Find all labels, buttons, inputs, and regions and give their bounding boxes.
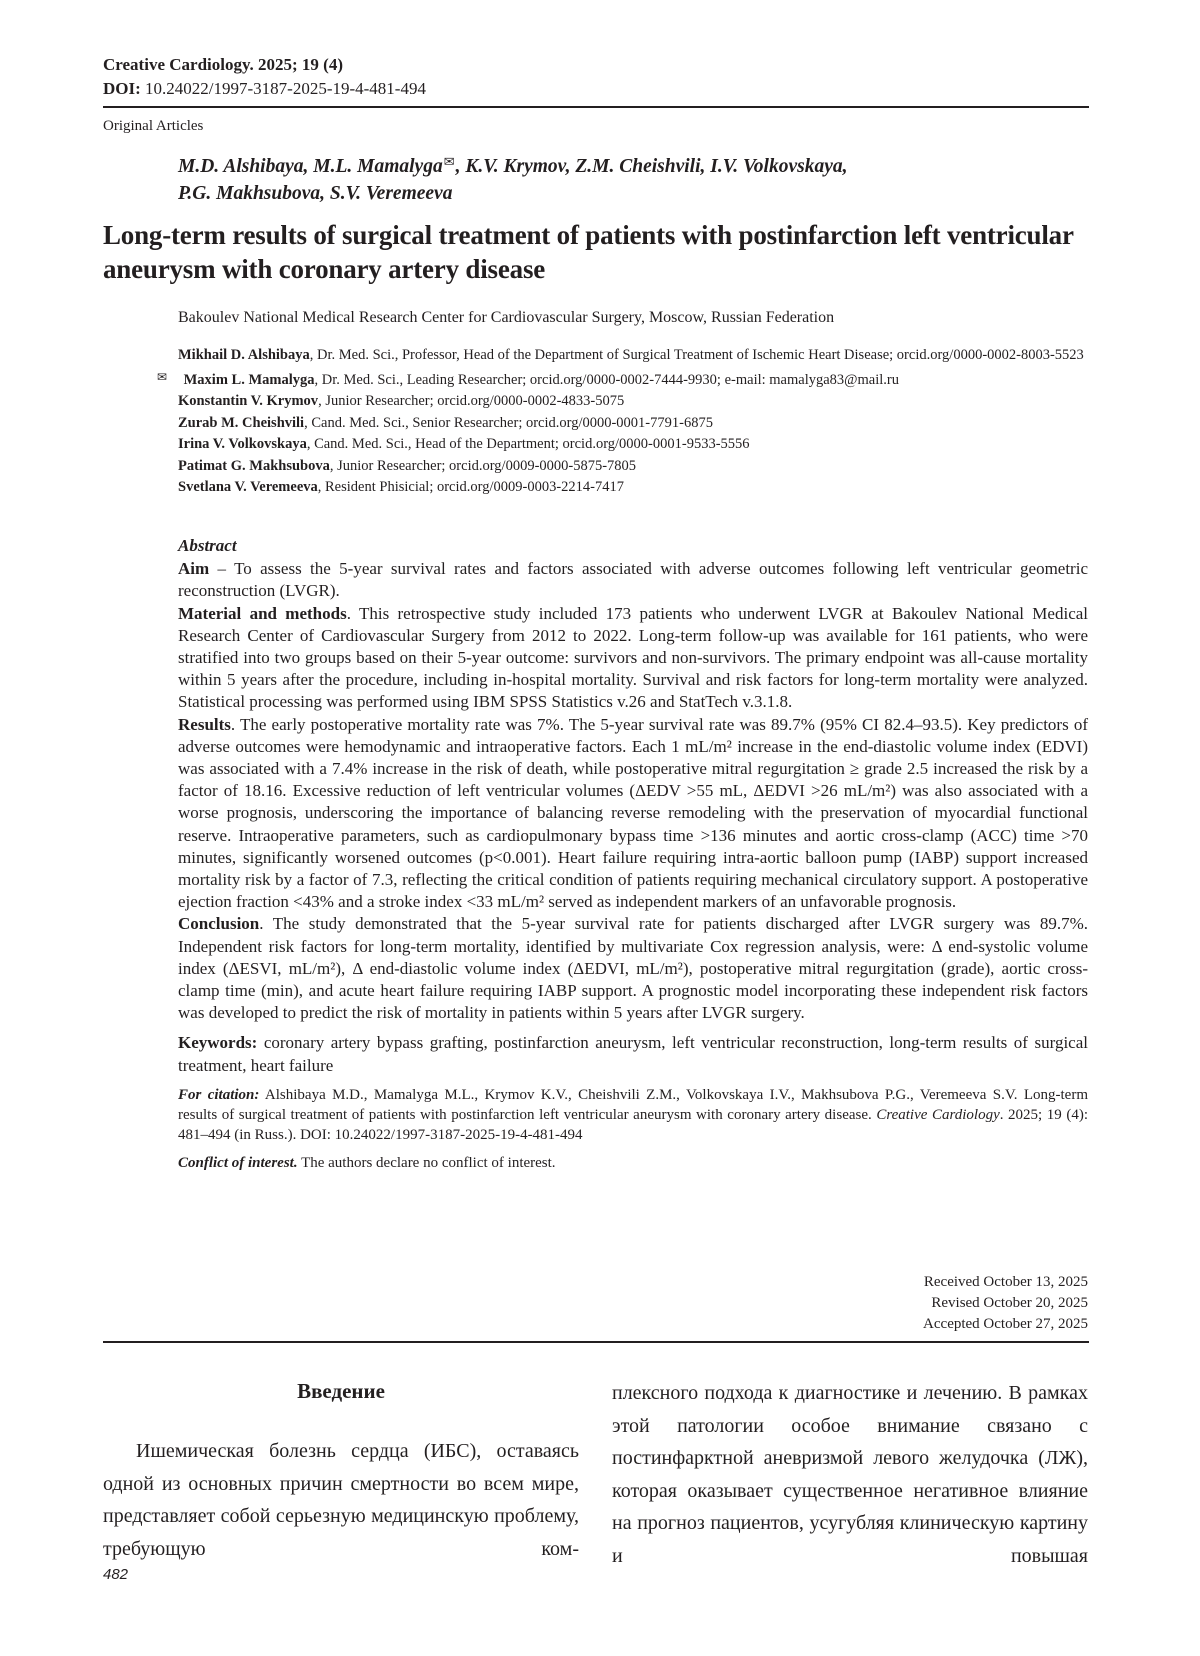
- section-divider: [103, 1341, 1089, 1343]
- citation-text: Alshibaya M.D., Mamalyga M.L., Krymov K.V., Cheishvili Z.M., Volkovskaya I.V., Makhsubova P.G., Veremeeva S.V. Long-term results of surgical treatment of patients with postinfarction left ventricular aneurysm with coronary artery disease.: [178, 1086, 1088, 1123]
- revised-date: Revised October 20, 2025: [931, 1295, 1088, 1311]
- bio-details: , Dr. Med. Sci., Leading Researcher; orcid.org/0000-0002-7444-9930; e-mail: mamalyga83@mail.ru: [314, 371, 899, 388]
- header-divider: [103, 106, 1089, 108]
- article-title: Long-term results of surgical treatment of patients with postinfarction left ventricular aneurysm with coronary artery disease: [103, 220, 1074, 284]
- bio-name: Svetlana V. Veremeeva: [178, 479, 318, 495]
- author-bio: [178, 391, 1088, 413]
- accepted-date: Accepted October 27, 2025: [923, 1316, 1088, 1332]
- abstract-aim: [178, 558, 1088, 602]
- citation-journal: Creative Cardiology: [876, 1106, 1000, 1123]
- author-bios: [157, 345, 1088, 499]
- bio-name: Irina V. Volkovskaya: [178, 436, 307, 452]
- article-dates: [923, 1272, 1088, 1335]
- authors-part-a: M.D. Alshibaya, M.L. Mamalyga: [178, 156, 443, 177]
- results-text: . The early postoperative mortality rate was 7%. The 5-year survival rate was 89.7% (95% CI 82.4–93.5). Key predictors of adverse outcomes were hemodynamic and intraoperative factors. Each 1 mL/m² increase in the end-diastolic volume index (EDVI) was associated with a 7.4% increase in the risk of death, while postoperative mitral regurgitation ≥ grade 2.5 increased the risk by a factor of 18.16. Excessive reduction of left ventricular volumes (ΔEDV >55 mL, ΔEDVI >26 mL/m²) was also associated with a worse prognosis, underscoring the importance of balancing reverse remodeling with the preservation of myocardial functional reserve. Intraoperative parameters, such as cardiopulmonary bypass time >136 minutes and aortic cross-clamp (ACC) time >70 minutes, significantly worsened outcomes (p<0.001). Heart failure requiring intra-aortic balloon pump (IABP) support increased mortality risk by a factor of 7.3, reflecting the critical condition of patients requiring mechanical circulatory support. A postoperative ejection fraction <43% and a stroke index <33 mL/m² served as independent markers of an unfavorable prognosis.: [178, 714, 1088, 912]
- conclusion-label: Conclusion: [178, 914, 260, 934]
- abstract-methods: [178, 603, 1088, 714]
- bio-name: Zurab M. Cheishvili: [178, 414, 305, 431]
- journal-name: Creative Cardiology. 2025; 19 (4): [103, 55, 344, 74]
- keywords-text: coronary artery bypass grafting, postinfarction aneurysm, left ventricular reconstruction, long-term results of surgical treatment, heart failure: [178, 1033, 1088, 1075]
- aim-text: – To assess the 5-year survival rates and factors associated with adverse outcomes following left ventricular geometric reconstruction (LVGR).: [178, 559, 1088, 601]
- authors-part-b: , K.V. Krymov, Z.M. Cheishvili, I.V. Volkovskaya,: [455, 156, 848, 177]
- citation-text-end: . 2025; 19 (4): 481–494 (in Russ.). DOI: 10.24022/1997-3187-2025-19-4-481-494: [178, 1106, 1089, 1143]
- citation: [178, 1085, 1088, 1145]
- intro-heading: Введение: [297, 1379, 385, 1403]
- affiliation: Bakoulev National Medical Research Center for Cardiovascular Surgery, Moscow, Russian Federation: [178, 309, 835, 326]
- bio-details: , Resident Phisicial; orcid.org/0009-0003-2214-7417: [317, 479, 624, 495]
- author-bio: [178, 413, 1088, 435]
- received-date: Received October 13, 2025: [923, 1274, 1088, 1290]
- methods-text: . This retrospective study included 173 patients who underwent LVGR at Bakoulev National Medical Research Center of Cardiovascular Surgery from 2012 to 2022. Long-term follow-up was available for 161 patients, who were stratified into two groups based on their 5-year outcome: survivors and non-survivors. The primary endpoint was all-cause mortality within 5 years after the procedure, including in-hospital mortality. Survival and risk factors for long-term mortality were analyzed. Statistical processing was performed using IBM SPSS Statistics v.26 and StatTech v.3.1.8.: [178, 603, 1089, 712]
- bio-details: , Junior Researcher; orcid.org/0009-0000-5875-7805: [329, 457, 637, 474]
- keywords: [178, 1032, 1088, 1076]
- author-bio: [178, 434, 1088, 456]
- bio-name: Konstantin V. Krymov: [178, 393, 319, 409]
- abstract-results: [178, 714, 1088, 914]
- bio-details: , Junior Researcher; orcid.org/0000-0002-4833-5075: [318, 393, 625, 409]
- author-list: [178, 148, 1078, 207]
- intro-paragraph-right: плексного подхода к диагностике и лечению. В рамках этой патологии особое внимание связано с постинфарктной аневризмой левого желудочка (ЛЖ), которая оказывает существенное негативное влияние на прогноз пациентов, усугубляя клиническую картину и повышая: [612, 1382, 1088, 1567]
- citation-label: For citation:: [178, 1086, 260, 1103]
- conclusion-text: . The study demonstrated that the 5-year survival rate for patients discharged after LVGR surgery was 89.7%. Independent risk factors for long-term mortality, identified by multivariate Cox regression analysis, were: Δ end-systolic volume index (ΔESVI, mL/m²), Δ end-diastolic volume index (ΔEDVI, mL/m²), postoperative mitral regurgitation (grade), aortic cross-clamp time (min), and acute heart failure requiring IABP support. A prognostic model incorporating these independent risk factors was developed to predict the risk of mortality in patients within 5 years after LVGR surgery.: [178, 914, 1088, 1023]
- methods-label: Material and methods: [178, 603, 347, 623]
- page-number: 482: [103, 1566, 129, 1583]
- bio-name: Mikhail D. Alshibaya: [178, 347, 310, 363]
- mail-icon: ✉: [443, 154, 455, 169]
- doi-line: [103, 78, 426, 100]
- conflict-label: Conflict of interest.: [178, 1154, 298, 1171]
- body-column-left: [103, 1378, 579, 1565]
- abstract-section: [178, 535, 1088, 1173]
- doi-value[interactable]: 10.24022/1997-3187-2025-19-4-481-494: [140, 79, 426, 98]
- bio-name: Maxim L. Mamalyga: [183, 371, 315, 388]
- author-bio: [178, 477, 1088, 499]
- conflict-text: The authors declare no conflict of interest.: [297, 1154, 556, 1171]
- author-bio: [178, 456, 1088, 478]
- keywords-label: Keywords:: [178, 1033, 258, 1053]
- bio-name: Patimat G. Makhsubova: [178, 457, 330, 474]
- abstract-conclusion: [178, 913, 1088, 1024]
- aim-label: Aim: [178, 559, 210, 579]
- bio-details: , Dr. Med. Sci., Professor, Head of the Department of Surgical Treatment of Ischemic Heart Disease; orcid.org/0000-0002-8003-5523: [309, 347, 1084, 363]
- body-column-right: [612, 1377, 1088, 1572]
- bio-details: , Cand. Med. Sci., Head of the Department; orcid.org/0000-0001-9533-5556: [306, 436, 750, 452]
- section-label: Original Articles: [103, 118, 204, 134]
- intro-paragraph-left: Ишемическая болезнь сердца (ИБС), оставаясь одной из основных причин смертности во всем мире, представляет собой серьезную медицинскую проблему, требующую ком-: [103, 1440, 579, 1560]
- author-bio: [178, 345, 1088, 367]
- conflict-of-interest: [178, 1153, 1088, 1173]
- results-label: Results: [178, 714, 231, 734]
- bio-details: , Cand. Med. Sci., Senior Researcher; orcid.org/0000-0001-7791-6875: [304, 414, 713, 431]
- abstract-heading: Abstract: [178, 536, 237, 555]
- doi-label: DOI:: [103, 79, 141, 98]
- authors-line-2: P.G. Makhsubova, S.V. Veremeeva: [178, 183, 453, 204]
- author-bio-corresponding: ✉ Maxim L. Mamalyga, Dr. Med. Sci., Leading Researcher; orcid.org/0000-0002-7444-9930; e-mail: mamalyga83@mail.ru: [157, 369, 899, 388]
